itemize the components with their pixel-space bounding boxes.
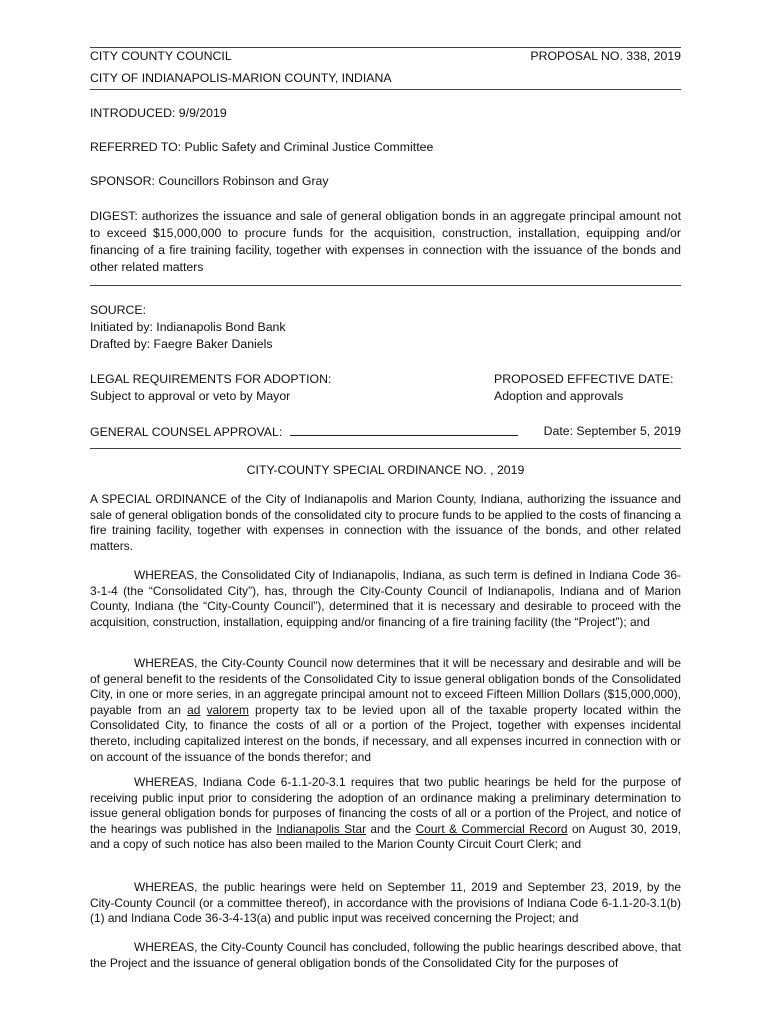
general-counsel-approval [90, 423, 518, 441]
signature-line [290, 423, 518, 436]
header-rule [90, 89, 681, 90]
initiated-by: Initiated by: Indianapolis Bond Bank [90, 320, 286, 334]
whereas-paragraph-4: WHEREAS, the public hearings were held on September 11, 2019 and September 23, 2019, by the City-County Council (or a committee thereof), in accordance with the provisions of Indiana Code 6-1.1-20-3.1(b)(1) and Indiana Code 36-3-4-13(a) and public input was received concerning the Project; and [90, 880, 681, 926]
approval-rule [90, 448, 681, 449]
drafted-by: Drafted by: Faegre Baker Daniels [90, 337, 273, 351]
source-label: SOURCE: [90, 303, 147, 317]
proposal-number: PROPOSAL NO. 338, 2019 [530, 49, 681, 63]
whereas-paragraph-1: WHEREAS, the Consolidated City of Indianapolis, Indiana, as such term is defined in Indiana Code 36-3-1-4 (the “Consolidated City”), has, through the City-County Council of Indianapolis, Indiana and of Marion County, Indiana (the “City-County Council”), determined that it is necessary and desirable to proceed with the acquisition, construction, installation, equipping and/or financing of a fire training facility (the “Project”); and [90, 568, 681, 629]
council-name: CITY COUNTY COUNCIL [90, 49, 232, 63]
newspaper-name: Indianapolis Star [276, 821, 367, 836]
introduced-date: INTRODUCED: 9/9/2019 [90, 106, 227, 120]
digest: DIGEST: authorizes the issuance and sale of general obligation bonds in an aggregate principal amount not to exceed $15,000,000 to procure funds for the acquisition, construction, installation, equipping and/or financing of a fire training facility, together with expenses in connection with the issuance of the bonds and other related matters [90, 209, 681, 274]
whereas-paragraph-3: WHEREAS, Indiana Code 6-1.1-20-3.1 requires that two public hearings be held for the purpose of receiving public input prior to considering the adoption of an ordinance making a preliminary determination to issue general obligation bonds for purposes of financing the costs of all or a portion of the Project, and notice of the hearings was published in the Indianapolis Star and the Court & Commercial Record on August 30, 2019, and a copy of such notice has also been mailed to the Marion County Circuit Court Clerk; and [90, 775, 681, 852]
ordinance-intro: A SPECIAL ORDINANCE of the City of Indianapolis and Marion County, Indiana, authorizing the issuance and sale of general obligation bonds of the consolidated city to procure funds to be applied to the costs of financing a fire training facility, together with expenses in connection with the issuance of the bonds, and other related matters. [90, 492, 681, 553]
whereas-paragraph-5: WHEREAS, the City-County Council has concluded, following the public hearings described above, that the Project and the issuance of general obligation bonds of the Consolidated City for the purposes of [90, 940, 681, 970]
digest-rule [90, 285, 681, 286]
legal-requirements-label: LEGAL REQUIREMENTS FOR ADOPTION: [90, 372, 332, 386]
sponsor: SPONSOR: Councillors Robinson and Gray [90, 174, 329, 188]
whereas-paragraph-2: WHEREAS, the City-County Council now determines that it will be necessary and desirable and will be of general benefit to the residents of the Consolidated City to issue general obligation bonds of the Consolidated City, in one or more series, in an aggregate principal amount not to exceed Fifteen Million Dollars ($15,000,000), payable from an ad valorem property tax to be levied upon all of the taxable property located within the Consolidated City, to finance the costs of all or a portion of the Project, together with expenses incidental thereto, including capitalized interest on the bonds, if necessary, and all expenses incurred in connection with or on account of the issuance of the bonds therefor; and [90, 656, 681, 764]
legal-requirements-value: Subject to approval or veto by Mayor [90, 389, 291, 403]
effective-date-value: Adoption and approvals [494, 389, 624, 403]
jurisdiction: CITY OF INDIANAPOLIS-MARION COUNTY, INDIANA [90, 71, 392, 85]
approval-date: Date: September 5, 2019 [543, 424, 681, 438]
referred-to: REFERRED TO: Public Safety and Criminal Justice Committee [90, 140, 434, 154]
newspaper-name: Court & Commercial Record [415, 821, 568, 836]
approval-label: GENERAL COUNSEL APPROVAL: [90, 425, 283, 439]
ordinance-title: CITY-COUNTY SPECIAL ORDINANCE NO. , 2019 [246, 463, 525, 477]
effective-date-label: PROPOSED EFFECTIVE DATE: [494, 372, 674, 386]
